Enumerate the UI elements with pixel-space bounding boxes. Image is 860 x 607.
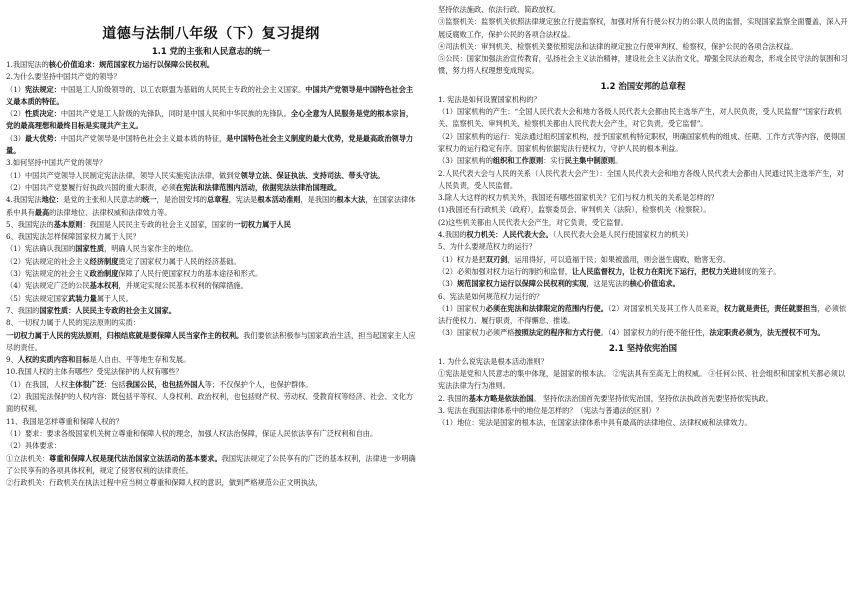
paragraph <box>6 84 416 109</box>
text-run: （3）国家机构的 <box>438 156 493 166</box>
text-run: （1）国家机构的产生：“全国人民代表大会和地方各级人民代表大会都由民主选举产生，对人民负责，受人民监督”“国家行政机关、监察机关、审判机关、检察机关都由人民代表大会产生，对它负责，受它监督”。 <box>438 107 842 129</box>
text-run: 1.1 党的主张和人民意志的统一 <box>151 46 271 56</box>
paragraph <box>6 330 416 355</box>
text-run: 9、 <box>6 355 18 365</box>
bold-text: 宪法规定： <box>24 84 61 94</box>
text-run: 我国宪法规定了公民享有的广泛的基本权利，法律进一步明确了公民享有的各项具体权利，规定了侵害权利的法律责任。 <box>6 453 416 475</box>
text-run: (1)我国还有行政机关（政府），监察委员会、审判机关（法院），检察机关（检察院）。 <box>438 205 711 215</box>
text-run: 5、我国宪法的 <box>6 219 54 229</box>
text-run: （1）宪法确认我国的 <box>6 244 76 254</box>
bold-text: 武装力量 <box>68 293 97 303</box>
bold-text: 国家性质 <box>75 244 105 254</box>
text-run: 。 <box>615 156 623 166</box>
bold-text: 法定职责必须为，法无授权不可为。 <box>709 328 825 338</box>
text-run: 4.我国宪法 <box>6 195 42 205</box>
bold-text: 必须在宪法和法律限定的范围内行使。 <box>485 303 608 313</box>
paragraph <box>438 168 848 193</box>
paragraph <box>438 192 848 204</box>
bold-text: 权力就是责任，责任就要担当 <box>723 303 818 313</box>
text-run: 。（4）国家权力的行使不能任性， <box>600 328 710 338</box>
text-run: 中国共产党是工人阶级的先锋队，同时是中国人民和中华民族的先锋队。 <box>60 109 291 119</box>
text-run: 3.如何坚持中国共产党的领导？ <box>6 158 107 168</box>
text-run: 1. 宪法是如何设置国家机构的？ <box>438 94 541 104</box>
paragraph <box>6 133 416 158</box>
bold-text: 双刃剑 <box>485 254 508 264</box>
bold-text: 一切权力属于人民的宪法原则，归根结底就是要保障人民当家作主的权利。 <box>6 330 244 340</box>
text-run: （3） <box>438 279 457 289</box>
text-run: （3）国家权力必须严格 <box>438 328 515 338</box>
text-run: 4.我国的 <box>438 230 467 240</box>
text-run: 5、为什么要规范权力的运行？ <box>438 242 537 252</box>
text-run: (2)这些机关都由人民代表大会产生，对它负责，受它监督。 <box>438 217 628 227</box>
text-run: ，这是宪法的 <box>586 279 630 289</box>
paragraph <box>6 379 416 391</box>
text-run: （3）宪法规定的社会主义 <box>6 269 90 279</box>
paragraph <box>6 219 416 231</box>
text-run: 2.为什么要坚持中国共产党的领导？ <box>6 72 121 82</box>
paragraph <box>438 241 848 253</box>
bold-text: 政治制度 <box>89 269 119 279</box>
paragraph <box>438 291 848 303</box>
text-run: 1.我国宪法的 <box>6 60 49 69</box>
paragraph <box>6 243 416 255</box>
text-run: （2）对国家机关及其工作人员来说， <box>607 303 724 313</box>
text-run: 奠定了国家权力属于人民的经济基础。 <box>118 256 241 266</box>
paragraph <box>6 268 416 280</box>
bold-text: 权力机关：人民代表大会。 <box>466 230 553 240</box>
paragraph <box>438 278 848 290</box>
paragraph <box>438 393 848 405</box>
paragraph <box>438 368 848 393</box>
paragraph <box>6 354 416 366</box>
bold-text: 总章程 <box>206 195 229 205</box>
bold-text: 主体很广泛 <box>68 379 105 389</box>
text-run: ③监察机关：监察机关依照法律规定独立行使监察权，加强对所有行使公权力的公职人员的监督，实现国家监察全面覆盖，深入开展反腐败工作，保护公民的各项合法权益。 <box>438 17 848 39</box>
bold-text: 经济制度 <box>89 256 119 266</box>
text-run: ，是我国的 <box>300 195 337 205</box>
paragraph <box>6 157 416 169</box>
text-run: ：包括 <box>104 379 126 389</box>
text-run: ：我国是人民民主专政的社会主义国家，国家的 <box>82 219 234 229</box>
text-run: 6、我国宪法怎样保障国家权力属于人民？ <box>6 232 140 242</box>
bold-text: 组织和工作原则 <box>492 156 544 166</box>
paragraph <box>6 182 416 194</box>
text-run: ，必须依法行使权力、履行职责，不得懈怠、推诿。 <box>438 303 847 326</box>
paragraph <box>438 417 848 429</box>
bold-text: 在宪法和法律范围内活动，依据宪法法律治国理政。 <box>175 182 342 192</box>
text-run: 的法律地位、法律权威和法律效力等。 <box>49 207 172 217</box>
paragraph <box>6 477 416 489</box>
text-run: 2. 我国的 <box>438 393 469 403</box>
bold-text: 规范国家权力运行以保障公民权利的实现 <box>456 279 587 289</box>
paragraph <box>438 4 848 16</box>
bold-text: 一切权力属于人民 <box>233 219 291 229</box>
right-column <box>438 0 848 607</box>
paragraph <box>6 317 416 329</box>
text-run: 10.我国人权的主体有哪些？受宪法保护的人权有哪些？ <box>6 367 183 377</box>
text-run: 7、我国的 <box>6 305 40 315</box>
text-run: 3. 宪法在我国法律体系中的地位是怎样的？（宪法与普通法的区别）？ <box>438 405 663 415</box>
paragraph <box>6 256 416 268</box>
paragraph <box>438 94 848 106</box>
text-run: （5）宪法规定国家 <box>6 293 69 303</box>
text-run: 2.1 坚持依宪治国 <box>608 342 677 353</box>
text-run: 2.人民代表大会与人民的关系（人民代表大会产生）：全国人民代表大会和地方各级人民代表大会都由人民通过民主选举产生，对人民负责，受人民监督。 <box>438 168 844 190</box>
bold-text: 地位： <box>41 195 64 205</box>
bold-text: 最大优势： <box>24 133 61 143</box>
right-column-body <box>438 4 848 430</box>
text-run: （2）宪法规定的社会主义 <box>6 256 90 266</box>
text-run: （2）中国共产党要履行好执政兴国的重大职责，必须 <box>6 182 176 192</box>
text-run: ，明确人民当家作主的地位。 <box>104 244 198 254</box>
text-run: 3.除人大这样的权力机关外，我国还有哪些国家机关？它们与权力机关的关系是怎样的？ <box>438 193 718 203</box>
bold-text: 我国公民，也包括外国人 <box>125 379 205 389</box>
paragraph <box>438 405 848 417</box>
section-heading <box>438 80 848 92</box>
paragraph <box>6 453 416 478</box>
left-column-body <box>6 45 416 489</box>
paragraph <box>438 356 848 368</box>
text-run: 中国共产党领导是中国特色社会主义最本质的特征， <box>60 133 227 143</box>
section-heading <box>6 45 416 57</box>
text-run: ，在国家法律体系中具有 <box>6 195 416 217</box>
paragraph <box>6 231 416 243</box>
text-run: 1.2 治国安邦的总章程 <box>600 80 686 91</box>
text-run: （1）中国共产党领导人民制定宪法法律，领导人民实施宪法法律，做到党 <box>6 170 241 180</box>
text-run: ①宪法是党和人民意志的集中体现，是国家的根本法。 ②宪法具有至高无上的权威。 ③任何公民、社会组织和国家机关都必须以宪法法律为行为准则。 <box>438 369 846 391</box>
text-run: （2） <box>6 109 25 119</box>
paragraph <box>438 217 848 229</box>
bold-text: 性质决定： <box>24 109 61 119</box>
text-run: （2）具体要求： <box>6 441 61 451</box>
text-run: （1） <box>6 84 25 94</box>
text-run: （人民代表大会是人民行使国家权力的机关） <box>552 230 693 240</box>
text-run: 等；不仅保护个人，也保护群体。 <box>204 379 313 389</box>
bold-text: 中国共产党领导是中国特色社会主义最本质的特征。 <box>6 84 414 106</box>
text-run: 。 坚持依法治国首先要坚持依宪治国，坚持依法执政首先要坚持依宪执政。 <box>533 393 773 403</box>
paragraph <box>6 416 416 428</box>
text-run: ：实行 <box>543 156 565 166</box>
text-run: 我们要依法积极参与国家政治生活，担当起国家主人应尽的责任。 <box>6 330 416 352</box>
text-run: （2）国家机构的运行：宪法通过组织国家机构，授予国家机构特定职权，明确国家机构的组成、任期、工作方式等内容，使得国家权力的运行稳定有序。国家机构依据宪法行使权力，守护人民的根本利益。 <box>438 131 846 153</box>
bold-text: 基本方略是依法治国 <box>468 393 534 403</box>
paragraph <box>438 106 848 131</box>
bold-text: 最高 <box>34 207 50 217</box>
text-run: 中国是工人阶级领导的、以工农联盟为基础的人民民主专政的社会主义国家。 <box>60 84 306 94</box>
text-run: （2）必须加强对权力运行的制约和监督， <box>438 266 572 276</box>
paragraph <box>438 254 848 266</box>
text-run: 坚持依法施政、依法行政、简政放权。 <box>438 5 561 14</box>
paragraph <box>6 366 416 378</box>
bold-text: 是中国特色社会主义制度的最大优势，党是最高政治领导力量。 <box>6 133 414 156</box>
paragraph <box>438 131 848 156</box>
text-run: 制度的笼子。 <box>737 266 781 276</box>
text-run: ，宪法是 <box>228 195 258 205</box>
paragraph <box>6 170 416 182</box>
bold-text: 让人民监督权力，让权力在阳光下运行，把权力关进 <box>571 266 738 276</box>
bold-text: 统一 <box>142 195 157 205</box>
text-run: 8、一切权力属于人民的宪法原则的实质： <box>6 318 140 328</box>
text-run: （3） <box>6 133 25 143</box>
text-run: ，运用得好，可以造福于民；如果被滥用，则会滋生腐败，贻害无穷。 <box>507 254 731 264</box>
text-run: ④司法机关：审判机关、检察机关要依照宪法和法律的规定独立行使审判权、检察权，保护公民的各项合法权益。 <box>438 41 798 51</box>
text-run: ①立法机关： <box>6 453 50 463</box>
bold-text: 全心全意为人民服务是党的根本宗旨，党的最高理想和最终目标是实现共产主义。 <box>6 109 414 131</box>
document-title: 道德与法制八年级（下）复习提纲 <box>102 26 320 42</box>
paragraph <box>438 229 848 241</box>
paragraph <box>6 391 416 416</box>
text-run: 是人自由、平等地生存和发展。 <box>89 355 191 365</box>
text-run: 6、宪法是如何规范权力运行的？ <box>438 291 544 301</box>
paragraph <box>6 108 416 133</box>
text-run: 1. 为什么说宪法是根本活动准则？ <box>438 356 548 366</box>
text-run: （1）在我国，人权 <box>6 379 69 389</box>
text-run: （1）要求：要求各级国家机关树立尊重和保障人权的理念，加强人权法治保障，保证人民依法享有广泛权利和自由。 <box>6 428 378 438</box>
bold-text: 尊重和保障人权是现代法治国家立法活动的基本要求。 <box>49 453 222 463</box>
paragraph <box>6 280 416 292</box>
text-run: （4）宪法规定广泛的公民 <box>6 281 90 291</box>
paragraph <box>6 194 416 219</box>
text-run: ⑤公民：国家加强法治宣传教育，弘扬社会主义法治精神，建设社会主义法治文化，增强全民法治观念，形成全民守法的氛围和习惯，努力将人权理想变成现实。 <box>438 54 848 76</box>
paragraph <box>438 16 848 41</box>
bold-text: 基本原则 <box>53 219 83 229</box>
paragraph <box>6 305 416 317</box>
bold-text: 核心价值追求。 <box>629 279 680 289</box>
paragraph <box>438 41 848 53</box>
paragraph <box>438 204 848 216</box>
text-run: 保障了人民行使国家权力的基本途径和形式。 <box>118 269 263 279</box>
bold-text: 根本大法 <box>336 195 366 205</box>
bold-text: 领导立法、保证执法、支持司法、带头守法。 <box>240 170 385 180</box>
text-run: ，是治国安邦的 <box>156 195 207 205</box>
text-run: 11、我国是怎样尊重和保障人权的？ <box>6 416 123 426</box>
text-run: （1）国家权力 <box>438 303 486 313</box>
paragraph <box>438 266 848 278</box>
text-run: 是党的主张和人民意志的 <box>63 195 143 205</box>
text-run: （1）地位：宪法是国家的根本法，在国家法律体系中具有最高的法律地位、法律权威和法律效力。 <box>438 418 752 428</box>
bold-text: 核心价值追求：规范国家权力运行以保障公民权利。 <box>48 60 215 69</box>
text-run: （2）我国宪法保护的人权内容：既包括平等权、人身权利、政治权利，也包括财产权、劳动权、受教育权等经济、社会、文化方面的权利。 <box>6 392 414 414</box>
bold-text: 民主集中制原则 <box>564 156 616 166</box>
text-run: （1）权力是把 <box>438 254 486 264</box>
bold-text: 按照法定的程序和方式行使 <box>514 328 601 338</box>
bold-text: 根本活动准则 <box>257 195 301 205</box>
paragraph <box>6 71 416 83</box>
bold-text: 人权的实质内容和目标 <box>17 355 90 365</box>
paragraph <box>6 428 416 440</box>
paragraph <box>438 303 848 328</box>
paragraph <box>6 440 416 452</box>
bold-text: 基本权利 <box>89 281 119 291</box>
paragraph <box>438 327 848 339</box>
paragraph <box>6 293 416 305</box>
text-run: ②行政机关：行政机关在执法过程中应当树立尊重和保障人权的意识，做到严格规范公正文明执法， <box>6 478 323 488</box>
left-column <box>6 0 416 607</box>
text-run: ，并规定实现公民基本权利的保障措施。 <box>118 281 248 291</box>
bold-text: 国家性质：人民民主专政的社会主义国家。 <box>39 305 176 315</box>
paragraph <box>438 53 848 78</box>
paragraph <box>438 155 848 167</box>
section-heading <box>438 342 848 354</box>
text-run: 属于人民。 <box>96 293 133 303</box>
paragraph <box>6 59 416 71</box>
